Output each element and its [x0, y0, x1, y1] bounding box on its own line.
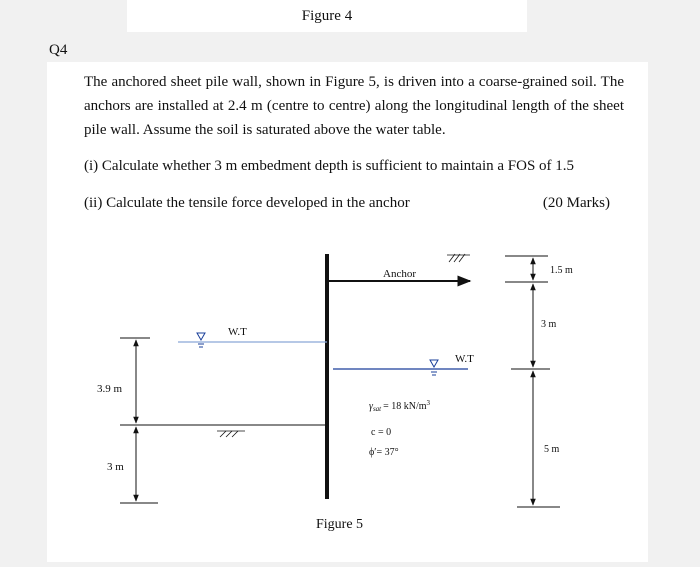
right-dim-top: 1.5 m: [550, 265, 573, 276]
left-wt-label: W.T: [228, 326, 247, 338]
right-dim-bottom: 5 m: [544, 444, 560, 455]
question-paragraph: The anchored sheet pile wall, shown in Figure 5, is driven into a coarse-grained soil. The anchors are installed at 2.4 m (centre to centre) along the longitudinal length of the sheet pile wall. Assume the soil is saturated above the water table.: [84, 74, 624, 138]
anchor-label: Anchor: [383, 268, 416, 280]
left-dimension-lines: [120, 338, 158, 503]
friction-angle-label: ϕ′= 37°: [369, 447, 399, 458]
right-dimension-lines: [505, 256, 560, 507]
right-wt-symbol: [430, 360, 438, 375]
dredge-hatch: [217, 431, 245, 437]
retained-ground-hatch: [447, 254, 470, 262]
right-wt-label: W.T: [455, 353, 474, 365]
left-wt-symbol: [197, 333, 205, 347]
gamma-sat-label: $\gamma_{sat} = 18$ $kN/m^3$: [369, 399, 431, 413]
left-dim-upper: 3.9 m: [97, 383, 123, 395]
cohesion-label: c = 0: [371, 427, 392, 438]
marks-label: (20 Marks): [542, 195, 610, 211]
part-i-text: (i) Calculate whether 3 m embedment depth is sufficient to maintain a FOS of 1.5: [84, 158, 575, 174]
left-dim-lower: 3 m: [107, 461, 124, 473]
right-dim-middle: 3 m: [541, 319, 557, 330]
figure-4-caption: Figure 4: [301, 8, 353, 24]
question-number: Q4: [49, 42, 68, 58]
figure-5-caption: Figure 5: [316, 517, 364, 532]
part-ii-text: (ii) Calculate the tensile force developed in the anchor: [84, 195, 410, 211]
